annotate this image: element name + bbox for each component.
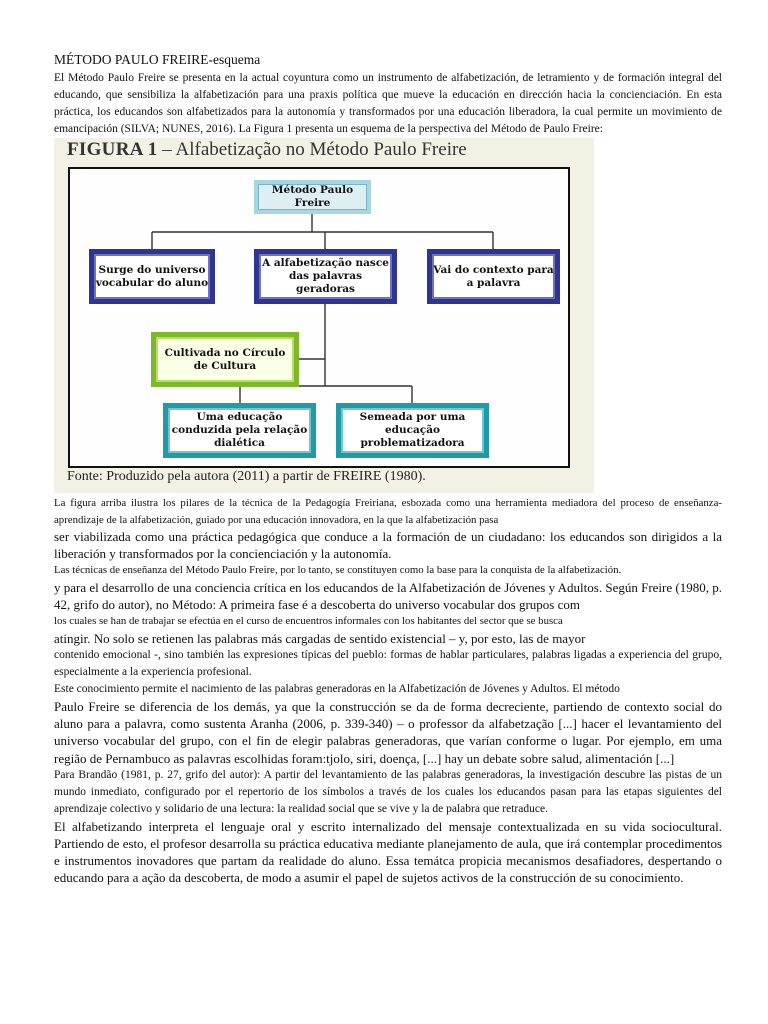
- document-page: [54, 52, 722, 887]
- intro-paragraph: El Método Paulo Freire se presenta en la actual coyuntura como un instrumento de alfabetización, de letramiento y de formación integral del educando, que sensibiliza la alfabetización para una praxis política que mueve la educación en dirección hacia la concienciación. En esta práctica, los educandos son alfabetizados para la autonomía y transformados por una educación liberadora, la cual permite un movimiento de emancipación (SILVA; NUNES, 2016). La Figura 1 presenta un esquema de la perspectiva del Método de Paulo Freire:: [54, 72, 722, 135]
- paragraph-conocimiento: Este conocimiento permite el nacimiento de las palabras generadoras en la Alfabetización de Jóvenes y Adultos. El método: [54, 683, 620, 696]
- node-relacao-dialetica: Uma educação conduzida pela relação dialética: [163, 403, 316, 458]
- figure-source: Fonte: Produzido pela autora (2011) a partir de FREIRE (1980).: [67, 469, 426, 484]
- node-universo-vocabular: Surge do universo vocabular do aluno: [89, 249, 215, 304]
- node-educacao-problematizadora: Semeada por uma educação problematizadora: [336, 403, 489, 458]
- diagram-frame: [68, 167, 570, 468]
- paragraph-figure-description: La figura arriba ilustra los pilares de la técnica de la Pedagogía Freiriana, esbozada como una herramienta mediadora del proceso de enseñanza-aprendizaje de la alfabetización, guiado por una educación innovadora, en la que la alfabetización pasa: [54, 497, 722, 526]
- paragraph-diferencia: Paulo Freire se diferencia de los demás, ya que la construcción se da de forma decreciente, partiendo de contexto social do aluno para a palavra, como sustenta Aranha (2006, p. 339-340) – o professor da alfabetzação [...] hacer el levantamiento del universo vocabular del grupo, con el fin de elegir palabras generadoras, que varían conforme o lugar. Por ejemplo, em uma região de Pernambuco as palavras escolhidas foram:tjolo, siri, doença, [...] hay un debate sobre salud, alimentación [...]: [54, 699, 722, 766]
- figure-caption: – Alfabetização no Método Paulo Freire: [157, 139, 467, 160]
- figure-1: [54, 138, 594, 493]
- figure-label: FIGURA 1: [67, 139, 158, 160]
- node-contexto-palavra: Vai do contexto para a palavra: [427, 249, 560, 304]
- figure-title: [67, 138, 467, 162]
- document-title: MÉTODO PAULO FREIRE-esquema: [54, 52, 261, 67]
- paragraph-tecnicas: Las técnicas de enseñanza del Método Paulo Freire, por lo tanto, se constituyen como la base para la conquista de la alfabetización.: [54, 564, 622, 577]
- paragraph-atingir: atingir. No solo se retienen las palabras más cargadas de sentido existencial – y, por esto, las de mayor: [54, 630, 586, 646]
- node-palavras-geradoras: A alfabetização nasce das palavras geradoras: [254, 249, 397, 304]
- node-circulo-de-cultura: Cultivada no Círculo de Cultura: [151, 332, 299, 387]
- paragraph-encuentros: los cuales se han de trabajar se efectúa en el curso de encuentros informales con los habitantes del sector que se busca: [54, 615, 563, 628]
- paragraph-contenido-emocional: contenido emocional -, sino también las expresiones típicas del pueblo: formas de hablar particulares, palabras ligadas a experiencia del grupo, especialmente a la experiencia profesional.: [54, 649, 722, 679]
- paragraph-brandao: Para Brandão (1981, p. 27, grifo del autor): A partir del levantamiento de las palabras generadoras, la investigación descubre las pistas de un mundo inmediato, configurado por el repertorio de los símbolos a través de los cuales los educandos pasan para las etapas siguientes del aprendizaje colectivo y solidario de una lectura: la realidad social que se vive y la de palabra que retraduce.: [54, 768, 722, 815]
- paragraph-alfabetizando: El alfabetizando interpreta el lenguaje oral y escrito internalizado del mensaje contextualizada en su vida sociocultural. Partiendo de esto, el profesor desarrolla su práctica educativa mediante planejamento de aula, que irá contemplar procedimentos e instrumentos inovadores que partam da realidade do aluno. Essa temátca propicia mecanismos desafiadores, despertando o educando para a ação da descoberta, de modo a asumir el papel de sujetos activos de la construcción de su conocimiento.: [54, 818, 722, 886]
- paragraph-viabilizada: ser viabilizada como una práctica pedagógica que conduce a la formación de un ciudadano: los educandos son dirigidos a la liberación y transformados por la concienciación y la autonomía.: [54, 529, 722, 562]
- paragraph-conciencia-critica: y para el desarrollo de una conciencia crítica en los educandos de la Alfabetización de Jóvenes y Adultos. Según Freire (1980, p. 42, grifo do autor), no Método: A primeira fase é a descoberta do universo vocabular dos grupos com: [54, 579, 722, 613]
- node-metodo-paulo-freire: Método Paulo Freire: [254, 180, 371, 214]
